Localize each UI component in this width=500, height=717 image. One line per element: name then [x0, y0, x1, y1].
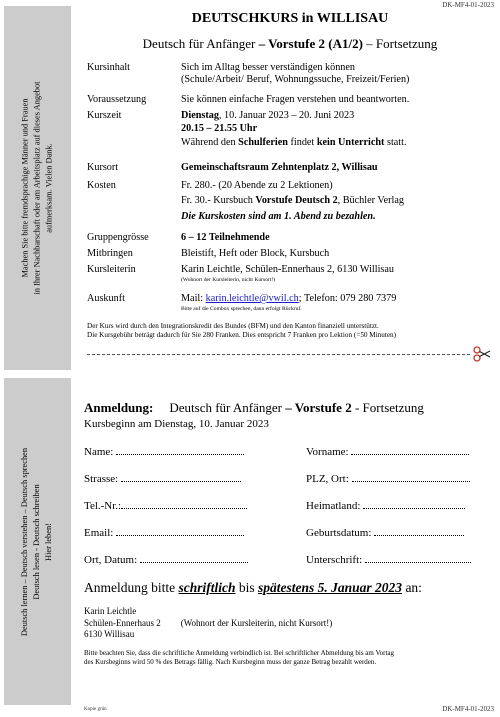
- sidebar-top-line-2: in Ihrer Nachbarschaft oder am Arbeitsplatz auf dieses Angebot: [32, 81, 42, 295]
- heimatland-field[interactable]: Heimatland:: [306, 499, 465, 512]
- doc-id-bottom: DK-MF4-01-2023: [442, 705, 494, 713]
- sidebar-bottom-line-2: Deutsch lesen - Deutsch schreiben: [32, 483, 42, 600]
- sidebar-top-line-3: aufmerksam. Vielen Dank.: [44, 143, 54, 233]
- sidebar-top: [4, 6, 71, 370]
- sidebar-top-line-1: Machen Sie bitte fremdsprachige Männer und Frauen: [20, 98, 30, 278]
- name-field[interactable]: Name:: [84, 445, 244, 458]
- ort-datum-field[interactable]: Ort, Datum:: [84, 553, 248, 566]
- strasse-field[interactable]: Strasse:: [84, 472, 241, 485]
- footer-copy-note: Kopie grün: [84, 707, 107, 712]
- unterschrift-field[interactable]: Unterschrift:: [306, 553, 471, 566]
- sidebar-bottom-line-1: Deutsch lernen – Deutsch verstehen – Deutsch sprechen: [20, 447, 30, 636]
- cut-line: [87, 354, 470, 355]
- sidebar-bottom-line-3: Hier leben!: [44, 522, 54, 561]
- page-subtitle: Deutsch für Anfänger – Vorstufe 2 (A1/2) – Fortsetzung: [142, 36, 438, 51]
- finance-note: Der Kurs wird durch den Integrationskredit des Bundes (BFM) und den Kanton finanziell unterstützt. Die Kursgebühr beträgt dadurch für Sie 280 Franken. Dies entspricht 7 Franken pro Lektion (=50 Minuten): [87, 322, 397, 339]
- kursbeginn-text: Kursbeginn am Dienstag, 10. Januar 2023: [84, 418, 269, 430]
- scissors-icon: [473, 346, 491, 362]
- form-title: Anmeldung: Deutsch für Anfänger – Vorstufe 2 - Fortsetzung: [84, 400, 424, 415]
- deadline-text: Anmeldung bitte schriftlich bis spätestens 5. Januar 2023 an:: [84, 580, 422, 595]
- geburtsdatum-field[interactable]: Geburtsdatum:: [306, 526, 464, 539]
- plz-ort-field[interactable]: PLZ, Ort:: [306, 472, 470, 485]
- recipient-address: Karin Leichtle Schülen-Ennerhaus 2 (Wohnort der Kursleiterin, nicht Kursort!) 6130 Willisau: [84, 606, 333, 639]
- email-link[interactable]: karin.leichtle@vwil.ch: [205, 293, 299, 304]
- doc-id-top: DK-MF4-01-2023: [442, 1, 494, 9]
- vorname-field[interactable]: Vorname:: [306, 445, 469, 458]
- telefon-field[interactable]: Tel.-Nr.:: [84, 499, 247, 512]
- email-field[interactable]: Email:: [84, 526, 244, 539]
- sidebar-bottom: [4, 378, 71, 705]
- page-title: DEUTSCHKURS in WILLISAU: [191, 11, 389, 26]
- cancellation-note: Bitte beachten Sie, dass die schriftliche Anmeldung verbindlich ist. Bei schriftlicher Abmeldung bis am Vortag des Kursbeginns wird 50 % des Betrags fällig. Nach Kursbeginn muss der ganze Betrag bezahlt werden.: [84, 649, 395, 666]
